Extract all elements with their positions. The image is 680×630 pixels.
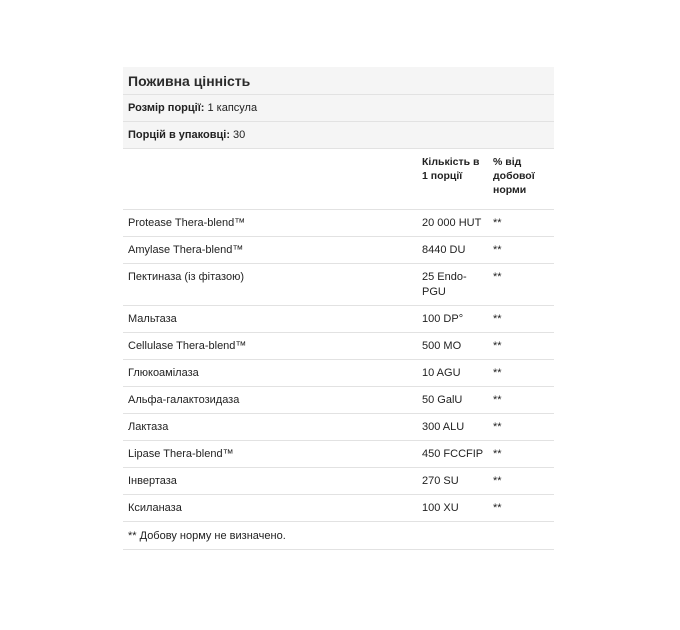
nutrients-table (123, 149, 554, 522)
nutrient-amount: 450 FCCFIP (418, 441, 488, 468)
nutrient-name: Amylase Thera-blend™ (123, 237, 418, 264)
nutrient-amount: 8440 DU (418, 237, 488, 264)
nutrient-daily-value: ** (488, 387, 554, 414)
nutrient-name: Глюкоамілаза (123, 360, 418, 387)
nutrient-daily-value: ** (488, 306, 554, 333)
nutrient-daily-value: ** (488, 333, 554, 360)
nutrient-name: Пектиназа (із фітазою) (123, 264, 418, 306)
serving-size-row (123, 95, 554, 122)
nutrient-amount: 300 ALU (418, 414, 488, 441)
servings-per-container-row (123, 122, 554, 149)
nutrient-amount: 20 000 HUT (418, 210, 488, 237)
nutrient-daily-value: ** (488, 360, 554, 387)
servings-per-container-label: Порцій в упаковці: (128, 129, 231, 141)
table-row (123, 306, 554, 333)
nutrient-name: Ксиланаза (123, 495, 418, 522)
footnote: ** Добову норму не визначено. (123, 522, 554, 550)
nutrient-daily-value: ** (488, 237, 554, 264)
table-row (123, 468, 554, 495)
table-header-row (123, 149, 554, 210)
table-row (123, 264, 554, 306)
table-row (123, 333, 554, 360)
nutrient-daily-value: ** (488, 468, 554, 495)
nutrient-amount: 100 DP° (418, 306, 488, 333)
nutrient-name: Cellulase Thera-blend™ (123, 333, 418, 360)
header-daily-value: % від добової норми (488, 149, 554, 210)
nutrient-name: Інвертаза (123, 468, 418, 495)
table-row (123, 210, 554, 237)
nutrient-amount: 270 SU (418, 468, 488, 495)
nutrient-name: Альфа-галактозидаза (123, 387, 418, 414)
table-row (123, 414, 554, 441)
servings-per-container-value: 30 (233, 129, 246, 141)
nutrient-amount: 500 MO (418, 333, 488, 360)
table-row (123, 441, 554, 468)
nutrient-amount: 100 XU (418, 495, 488, 522)
table-row (123, 237, 554, 264)
panel-title: Поживна цінність (123, 67, 554, 95)
serving-size-label: Розмір порції: (128, 102, 205, 114)
table-row (123, 495, 554, 522)
nutrient-daily-value: ** (488, 264, 554, 306)
nutrient-daily-value: ** (488, 441, 554, 468)
nutrient-daily-value: ** (488, 210, 554, 237)
nutrient-amount: 25 Endo-PGU (418, 264, 488, 306)
header-amount: Кількість в 1 порції (418, 149, 488, 210)
table-body (123, 210, 554, 522)
header-name (123, 149, 418, 210)
nutrient-name: Лактаза (123, 414, 418, 441)
serving-size-value: 1 капсула (207, 102, 258, 114)
nutrition-facts-panel (123, 67, 554, 550)
nutrient-daily-value: ** (488, 414, 554, 441)
table-row (123, 360, 554, 387)
table-row (123, 387, 554, 414)
nutrient-name: Protease Thera-blend™ (123, 210, 418, 237)
nutrient-daily-value: ** (488, 495, 554, 522)
nutrient-amount: 50 GalU (418, 387, 488, 414)
nutrient-name: Lipase Thera-blend™ (123, 441, 418, 468)
nutrient-name: Мальтаза (123, 306, 418, 333)
nutrient-amount: 10 AGU (418, 360, 488, 387)
